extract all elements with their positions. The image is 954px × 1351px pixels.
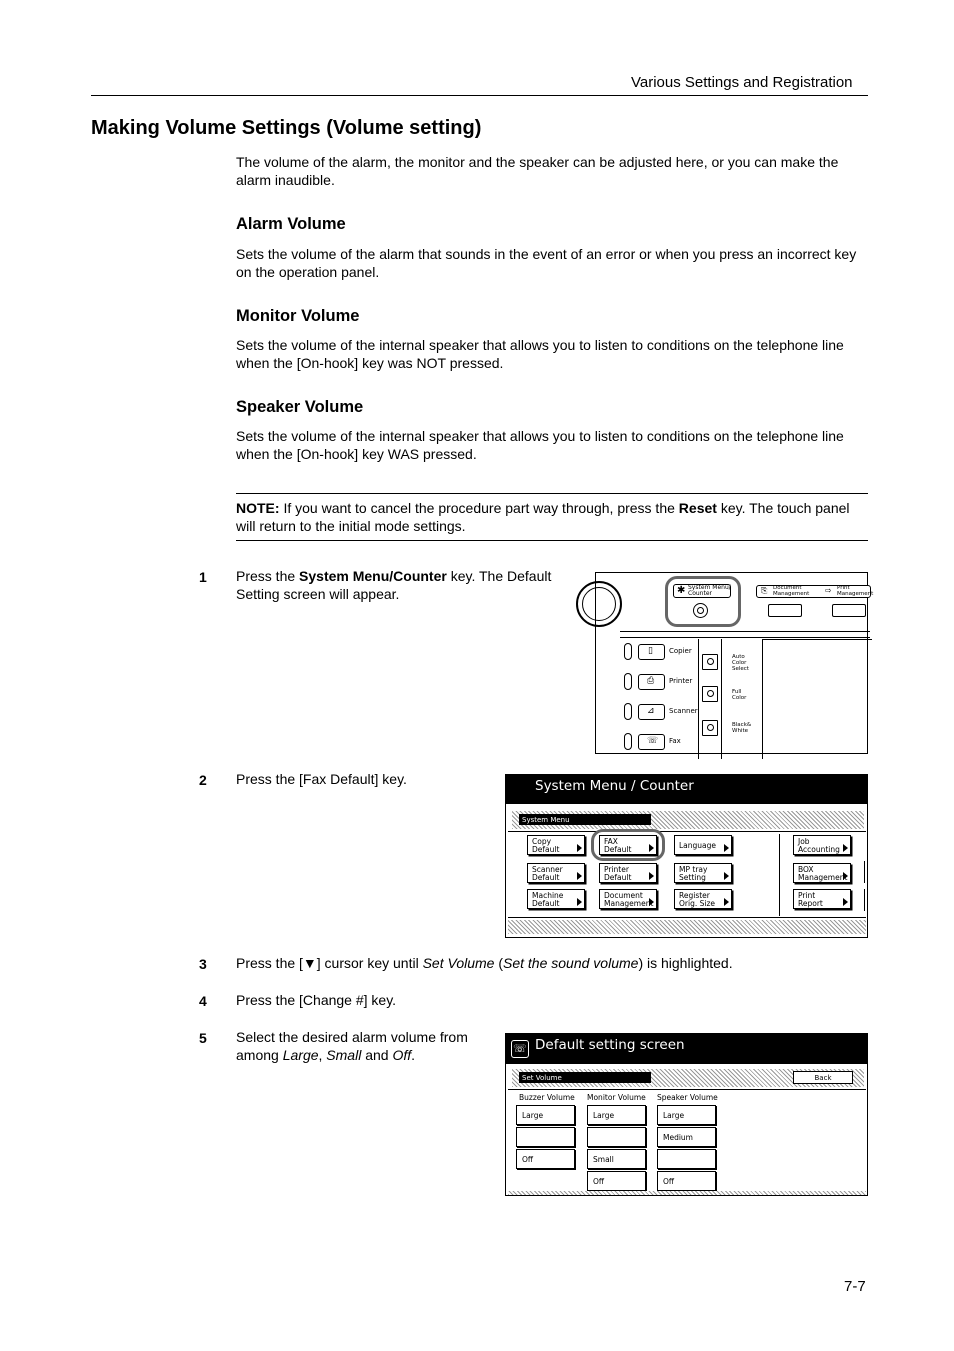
scanner-key [638,704,665,720]
copier-led [624,643,632,660]
speaker-large-option[interactable]: Large [657,1105,716,1125]
note [236,500,868,535]
speaker-off-option[interactable]: Off [657,1171,716,1191]
arrow-right-icon [577,844,582,852]
monitor-small-option[interactable]: Small [587,1149,646,1169]
print-report-button[interactable] [793,889,851,909]
arrow-right-icon [843,898,848,906]
fax-default-label: FAX Default [604,837,632,854]
default-setting-title: Default setting screen [535,1037,685,1053]
scanner-default-label: Scanner Default [532,865,563,882]
printer-label: Printer [669,677,693,685]
fax-led [624,733,632,750]
job-accounting-label: Job Accounting [798,837,840,854]
step-5-number: 5 [199,1030,207,1046]
full-color-label: Full Color [732,689,747,701]
auto-color-indicator [707,658,714,665]
arrow-right-icon [724,872,729,880]
print-icon: ⇨ [825,586,832,595]
step-5-small: Small [326,1046,362,1063]
printer-led [624,673,632,690]
screen-area [762,639,872,759]
step-1-pre: Press the [236,568,300,584]
monitor-medium-option[interactable]: Medium [587,1127,646,1147]
step-3-pre: Press the [▼] cursor key until [236,955,423,971]
arrow-right-icon [843,872,848,880]
auto-color-label: Auto Color Select [732,654,749,672]
black-white-key [702,720,718,736]
buzzer-volume-label: Buzzer Volume [519,1093,575,1102]
print-mgmt-button [832,604,866,617]
system-menu-titlebar: System Menu / Counter [506,775,867,804]
speaker-volume-heading: Speaker Volume [236,398,364,416]
color-divider-2 [721,639,722,759]
step-3-mid: ( [494,955,504,971]
step-5-sep1: , [318,1046,327,1063]
speaker-medium-option[interactable]: Medium [657,1127,716,1147]
alarm-volume-heading: Alarm Volume [236,215,346,233]
default-setting-titlebar [506,1034,867,1064]
scanner-default-button[interactable] [527,863,585,883]
arrow-right-icon [577,898,582,906]
step-3-number: 3 [199,956,207,972]
asterisk-icon: ✱ [677,585,686,596]
scanner-led [624,703,632,720]
copier-label: Copier [669,647,692,655]
note-text: If you want to cancel the procedure part way through, press the [279,500,679,516]
arrow-right-icon [843,844,848,852]
intro-paragraph: The volume of the alarm, the monitor and the speaker can be adjusted here, or you can make the alarm inaudible. [236,154,839,188]
step-5-off: Off [392,1046,412,1063]
step-5-text [236,1029,486,1064]
monitor-volume-heading: Monitor Volume [236,307,360,325]
step-2-number: 2 [199,772,207,788]
speaker-volume-label: Speaker Volume [657,1093,718,1102]
note-label: NOTE: [236,500,280,516]
mp-tray-setting-button[interactable] [674,863,732,883]
buzzer-large-option[interactable]: Large [516,1105,575,1125]
page-number: 7-7 [844,1278,866,1295]
printer-key [638,674,665,690]
black-white-indicator [707,724,714,731]
note-text-end: key. The touch panel will return to the initial mode settings. [236,500,850,534]
printer-default-button[interactable] [599,863,657,883]
arrow-right-icon [649,898,654,906]
document-management-label: Document Management [604,891,654,908]
step-4-number: 4 [199,993,207,1009]
system-menu-key-label: System Menu/ Counter [688,584,731,597]
print-report-label: Print Report [798,891,823,908]
system-menu-bar-label: System Menu [519,814,651,825]
auto-color-key [702,654,718,670]
doc-mgmt-label: Document Management [773,585,810,597]
system-menu-screen [505,774,868,938]
header-rule [91,95,868,96]
fax-mode-icon: ☏ [511,1040,529,1058]
machine-default-button[interactable] [527,889,585,909]
back-button[interactable]: Back [793,1071,853,1084]
default-setting-screen [505,1033,868,1196]
volume-rule [508,1089,866,1090]
running-header: Various Settings and Registration [631,74,853,91]
step-1-number: 1 [199,569,207,585]
machine-default-label: Machine Default [532,891,564,908]
arrow-right-icon [724,898,729,906]
document-management-button[interactable] [599,889,657,909]
step-3-set-volume: Set Volume [422,955,495,971]
step-3-text [236,955,733,973]
control-panel-illustration [595,572,874,754]
box-management-label: BOX Management [798,865,848,882]
monitor-volume-text: Sets the volume of the internal speaker that allows you to listen to conditions on the telephone line when the [On-hook] key was NOT pressed. [236,337,844,371]
language-button[interactable] [674,835,732,855]
fax-label: Fax [669,737,681,745]
fax-key [638,734,665,750]
scanner-icon: ⊿ [647,706,655,716]
arrow-right-icon [649,872,654,880]
full-color-indicator [707,690,714,697]
monitor-large-option[interactable]: Large [587,1105,646,1125]
arrow-right-icon [724,844,729,852]
step-1-text [236,568,576,603]
section-title: Making Volume Settings (Volume setting) [91,117,482,139]
full-color-key [702,686,718,702]
step-5-large: Large [282,1046,319,1063]
menu-vertical-divider [779,834,780,916]
volume-bottom-bar [508,1191,866,1195]
step-1-post: key. The Default Setting screen will appear. [236,568,552,602]
copier-icon: ▯ [648,646,653,656]
color-divider [698,639,699,759]
step-1-key: System Menu/Counter [299,568,447,584]
fax-default-highlight-ring [591,829,665,861]
menu-edge-mark [864,861,865,883]
doc-mgmt-button [768,604,802,617]
set-volume-bar-label: Set Volume [519,1072,651,1083]
buzzer-off-option[interactable]: Off [516,1149,575,1169]
highlight-ring [665,576,741,627]
menu-edge-mark-2 [864,889,865,911]
monitor-volume-label: Monitor Volume [587,1093,646,1102]
speaker-small-option[interactable]: Small [657,1149,716,1169]
buzzer-small-option[interactable]: Small [516,1127,575,1147]
speaker-volume-text: Sets the volume of the internal speaker that allows you to listen to conditions on the telephone line when the [On-hook] key WAS pressed. [236,428,844,462]
arrow-right-icon [577,872,582,880]
mp-tray-setting-label: MP tray Setting [679,865,708,882]
note-reset-key: Reset [678,500,717,516]
scanner-label: Scanner [669,707,698,715]
job-accounting-button[interactable] [793,835,851,855]
step-5-post: . [411,1046,416,1063]
management-keys [756,585,874,598]
box-management-button[interactable] [793,863,851,883]
panel-divider-2 [620,637,870,638]
menu-rule [508,831,866,832]
print-mgmt-label: Print Management [837,585,874,597]
document-icon: ⎘ [761,586,768,595]
register-orig-size-label: Register Orig. Size [679,891,715,908]
step-5-sep2: and [361,1046,393,1063]
copier-key [638,644,665,660]
language-label: Language [679,841,717,850]
black-white-label: Black& White [732,722,752,734]
copy-default-label: Copy Default [532,837,560,854]
panel-divider [620,631,870,632]
step-4-text: Press the [Change #] key. [236,992,397,1008]
menu-bottom-bar [508,920,866,934]
copy-default-button[interactable] [527,835,585,855]
note-top-rule [236,493,868,494]
step-2-text: Press the [Fax Default] key. [236,771,407,787]
register-orig-size-button[interactable] [674,889,732,909]
step-5-pre: Select the desired alarm volume from among [236,1029,468,1063]
menu-bottom-rule [508,917,866,918]
step-3-set-sound-volume: Set the sound volume [503,955,639,971]
printer-icon: ⎙ [647,676,655,686]
alarm-volume-text: Sets the volume of the alarm that sounds in the event of an error or when you press an incorrect key on the operation panel. [236,246,857,280]
step-3-post: ) is highlighted. [638,955,733,971]
fax-icon: ☏ [647,736,659,746]
printer-default-label: Printer Default [604,865,632,882]
note-bottom-rule [236,540,868,541]
monitor-off-option[interactable]: Off [587,1171,646,1191]
dial-inner [582,587,616,621]
